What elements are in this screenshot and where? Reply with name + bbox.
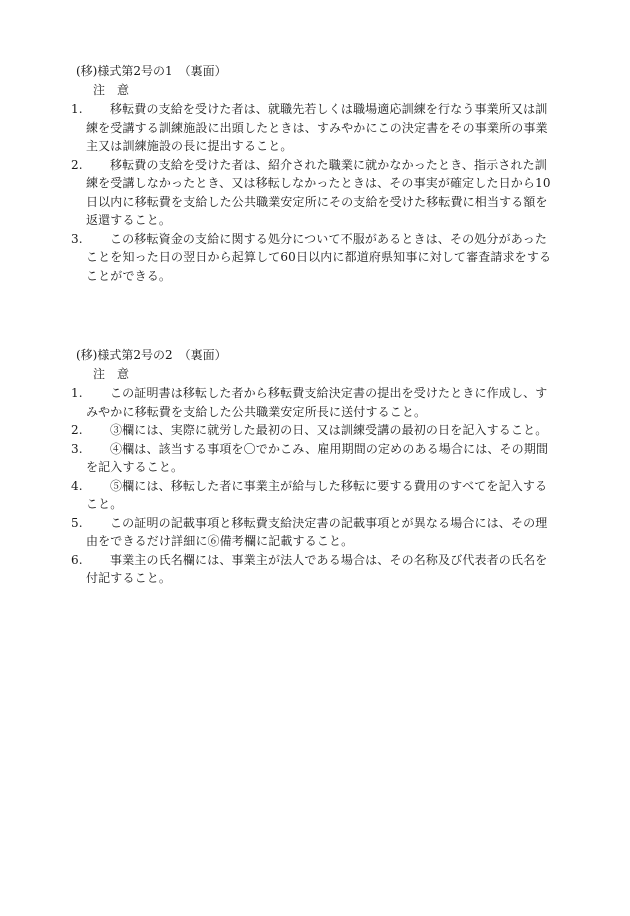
note-number: 1. <box>71 102 83 116</box>
note-item <box>71 440 556 477</box>
note-text: ⑤欄には、移転した者に事業主が給与した移転に要する費用のすべてを記入すること。 <box>86 478 548 511</box>
note-text: この証明書は移転した者から移転費支給決定書の提出を受けたときに作成し、すみやかに移転費を支給した公共職業安定所長に送付すること。 <box>86 386 548 419</box>
note-text: ③欄には、実際に就労した最初の日、又は訓練受講の最初の日を記入すること。 <box>110 423 548 437</box>
note-item <box>71 230 556 286</box>
note-text: 移転費の支給を受けた者は、紹介された職業に就かなかったとき、指示された訓練を受講しなかったとき、又は移転しなかったときは、その事実が確定した日から10日以内に移転費を支給した公共職業安定所にその支給を受けた移転費に相当する額を返還すること。 <box>86 157 551 227</box>
note-item <box>71 551 556 588</box>
section-heading: (移)様式第2号の1 （裏面） <box>76 64 227 78</box>
form-2-2-back-section <box>71 346 556 588</box>
note-number: 3. <box>71 231 83 246</box>
section-heading: (移)様式第2号の2 （裏面） <box>76 348 227 362</box>
note-number: 3. <box>71 441 83 456</box>
note-number: 6. <box>71 552 83 567</box>
note-item <box>71 477 556 514</box>
note-number: 1. <box>71 386 83 400</box>
note-item <box>71 514 556 551</box>
notes-caption: 注 意 <box>93 367 130 381</box>
note-number: 5. <box>71 515 83 530</box>
note-text: この移転資金の支給に関する処分について不服があるときは、その処分があったことを知った日の翌日から起算して60日以内に都道府県知事に対して審査請求をすることができる。 <box>86 231 552 283</box>
form-2-1-back-section <box>71 62 556 285</box>
note-text: 事業主の氏名欄には、事業主が法人である場合は、その名称及び代表者の氏名を付記すること。 <box>86 552 548 585</box>
note-text: ④欄は、該当する事項を〇でかこみ、雇用期間の定めのある場合には、その期間を記入すること。 <box>86 441 549 474</box>
note-number: 2. <box>71 423 83 437</box>
notes-list <box>71 384 556 588</box>
note-number: 2. <box>71 157 83 172</box>
note-item <box>71 156 556 230</box>
notes-list <box>71 100 556 285</box>
note-item <box>71 421 556 440</box>
note-item <box>71 384 556 421</box>
notes-caption: 注 意 <box>93 83 130 97</box>
note-item <box>71 100 556 156</box>
note-text: この証明の記載事項と移転費支給決定書の記載事項とが異なる場合には、その理由をできるだけ詳細に⑥備考欄に記載すること。 <box>86 515 548 548</box>
note-number: 4. <box>71 478 83 493</box>
note-text: 移転費の支給を受けた者は、就職先若しくは職場適応訓練を行なう事業所又は訓練を受講する訓練施設に出頭したときは、すみやかにこの決定書をその事業所の事業主又は訓練施設の長に提出すること。 <box>86 102 548 153</box>
